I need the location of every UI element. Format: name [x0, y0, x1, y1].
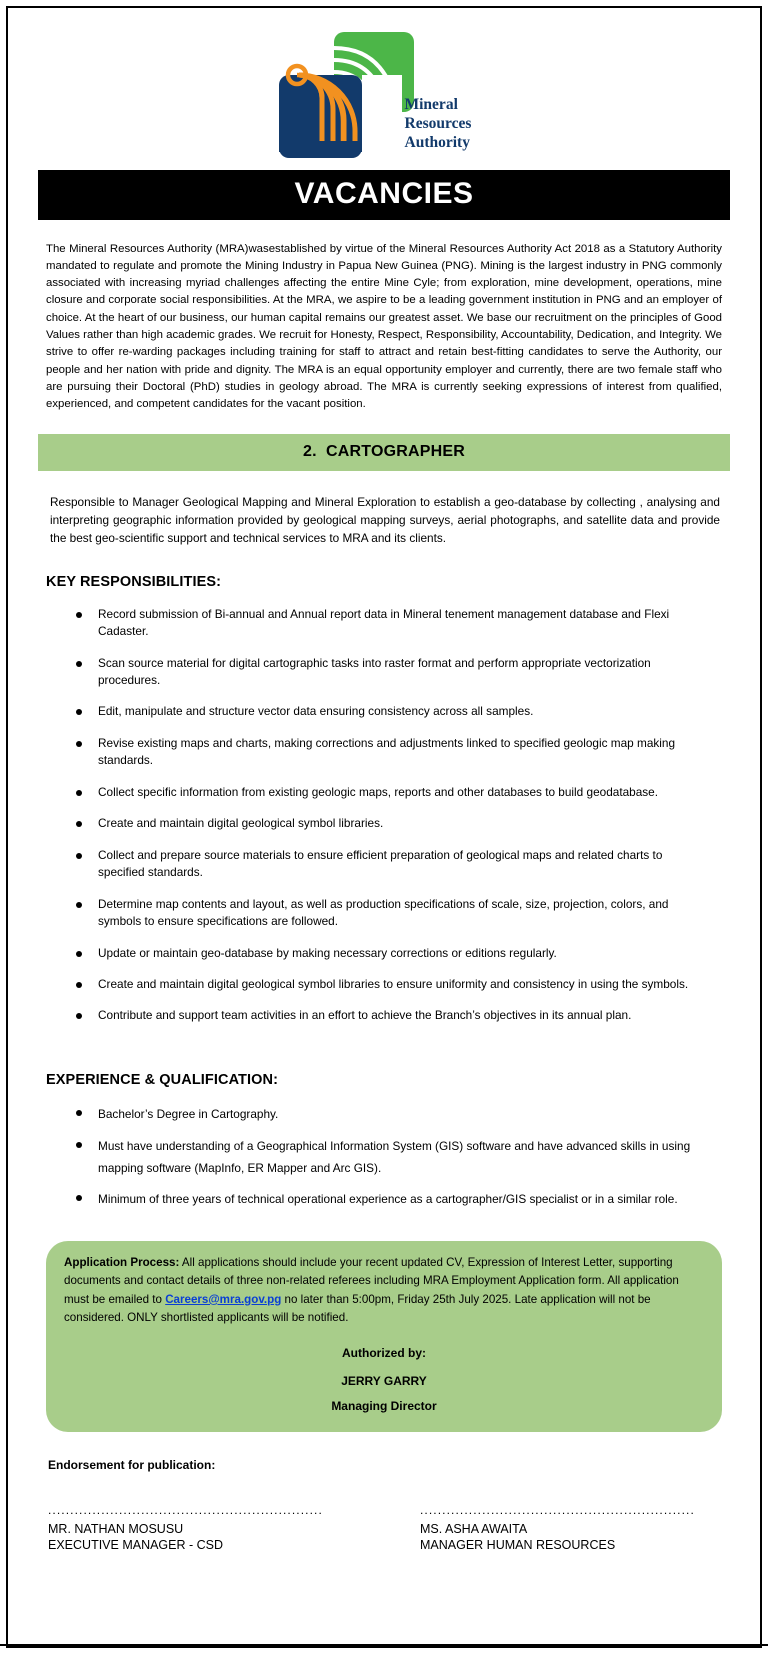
signature-block-left: [48, 1506, 384, 1554]
endorsement-heading: Endorsement for publication:: [48, 1457, 216, 1472]
signatory-title: MANAGER HUMAN RESOURCES: [420, 1537, 616, 1552]
qualification-heading: EXPERIENCE & QUALIFICATION:: [46, 1071, 279, 1088]
position-number: 2.: [302, 442, 317, 460]
logo-area: [38, 18, 730, 168]
application-process-text: [64, 1254, 704, 1327]
mra-logo: [277, 30, 492, 160]
logo-text-line2: Resources: [404, 114, 472, 132]
application-text-after-email: no later than 5:00pm, Friday 25th July 2025. Late application will not be considered. ONLY shortlisted applicants will be notified.: [64, 1292, 651, 1325]
signatory-name: MR. NATHAN MOSUSU: [48, 1522, 184, 1537]
signature-dotted-line: ..............................................................: [48, 1505, 323, 1516]
signature-dotted-line: ..............................................................: [420, 1505, 695, 1516]
logo-text-line1: Mineral: [404, 96, 458, 113]
role-summary: Responsible to Manager Geological Mapping and Mineral Exploration to establish a geo-database by collecting , analysing and interpreting geographic information provided by geological mapping surveys, aerial photographs, and satellite data and provide the best geo-scientific support and technical services to MRA and its clients.: [50, 494, 720, 546]
list-item: Create and maintain digital geological symbol libraries to ensure uniformity and consistency in using the symbols.: [76, 976, 712, 993]
intro-paragraph: The Mineral Resources Authority (MRA)wasestablished by virtue of the Mineral Resources Authority Act 2018 as a Statutory Authority mandated to regulate and promote the Mining Industry in Papua New Guinea (PNG). Mining is the largest industry in PNG commonly associated with increasing myriad challenges affecting the entire Mine Cyle; from exploration, mine development, operations, mine closure and corporate social responsibilities. At the MRA, we aspire to be a leading government institution in PNG and an employer of choice. At the heart of our business, our human capital remains our greatest asset. We base our recruitment on the principles of Good Values rather than high academic grades. We recruit for Honesty, Respect, Responsibility, Accountability, Dedication, and Integrity. We strive to offer re-warding packages including training for staff to attract and retain best-fitting candidates to serve the Authority, our people and her nation with pride and dignity. The MRA is an equal opportunity employer and currently, there are two female staff who are pursuing their Doctoral (PhD) studies in geology abroad. The MRA is currently seeking expressions of interest from qualified, experienced, and competent candidates for the vacant position.: [46, 242, 722, 411]
list-item: Collect specific information from existing geologic maps, reports and other databases to build geodatabase.: [76, 784, 712, 801]
list-item: Determine map contents and layout, as well as production specifications of scale, size, projection, colors, and symbols to ensure specifications are followed.: [76, 896, 712, 931]
list-item: Update or maintain geo-database by making necessary corrections or editions regularly.: [76, 945, 712, 962]
list-item: Bachelor’s Degree in Cartography.: [76, 1104, 712, 1126]
application-text-before-email: All applications should include your recent updated CV, Expression of Interest Letter, supporting documents and contact details of three non-related referees including MRA Employment Application form. All application must be emailed to: [64, 1256, 679, 1306]
signatory-title: EXECUTIVE MANAGER - CSD: [48, 1537, 224, 1552]
list-item: Minimum of three years of technical operational experience as a cartographer/GIS specialist or in a similar role.: [76, 1189, 712, 1211]
position-title: CARTOGRAPHER: [326, 442, 466, 460]
list-item: Revise existing maps and charts, making corrections and adjustments linked to specified geologic map making standards.: [76, 735, 712, 770]
bottom-divider: [0, 1644, 768, 1646]
list-item: Edit, manipulate and structure vector data ensuring consistency across all samples.: [76, 703, 712, 720]
careers-email-link[interactable]: Careers@mra.gov.pg: [165, 1292, 282, 1306]
authorized-by-label: Authorized by:: [342, 1346, 426, 1361]
vacancies-banner: VACANCIES: [38, 170, 730, 220]
list-item: Must have understanding of a Geographical Information System (GIS) software and have advanced skills in using mapping software (MapInfo, ER Mapper and Arc GIS).: [76, 1136, 712, 1180]
signatory-name: MS. ASHA AWAITA: [420, 1522, 528, 1537]
authorizer-name: JERRY GARRY: [341, 1374, 427, 1389]
signature-block-right: [384, 1506, 720, 1554]
position-title-bar: [38, 434, 730, 471]
authorizer-title: Managing Director: [331, 1398, 437, 1413]
list-item: Scan source material for digital cartographic tasks into raster format and perform appropriate vectorization procedures.: [76, 655, 712, 690]
responsibilities-heading: KEY RESPONSIBILITIES:: [46, 573, 222, 590]
logo-text-line3: Authority: [404, 133, 470, 151]
responsibilities-list: [38, 606, 730, 1025]
list-item: Record submission of Bi-annual and Annual report data in Mineral tenement management database and Flexi Cadaster.: [76, 606, 712, 641]
list-item: Collect and prepare source materials to ensure efficient preparation of geological maps and related charts to specified standards.: [76, 847, 712, 882]
application-process-box: [46, 1241, 722, 1432]
application-process-label: Application Process:: [64, 1256, 180, 1270]
list-item: Contribute and support team activities in an effort to achieve the Branch’s objectives in its annual plan.: [76, 1007, 712, 1024]
list-item: Create and maintain digital geological symbol libraries.: [76, 815, 712, 832]
signature-row: [48, 1506, 720, 1554]
qualification-list: [38, 1104, 730, 1211]
authorization-block: [64, 1347, 704, 1413]
page-border-frame: [6, 6, 762, 1648]
